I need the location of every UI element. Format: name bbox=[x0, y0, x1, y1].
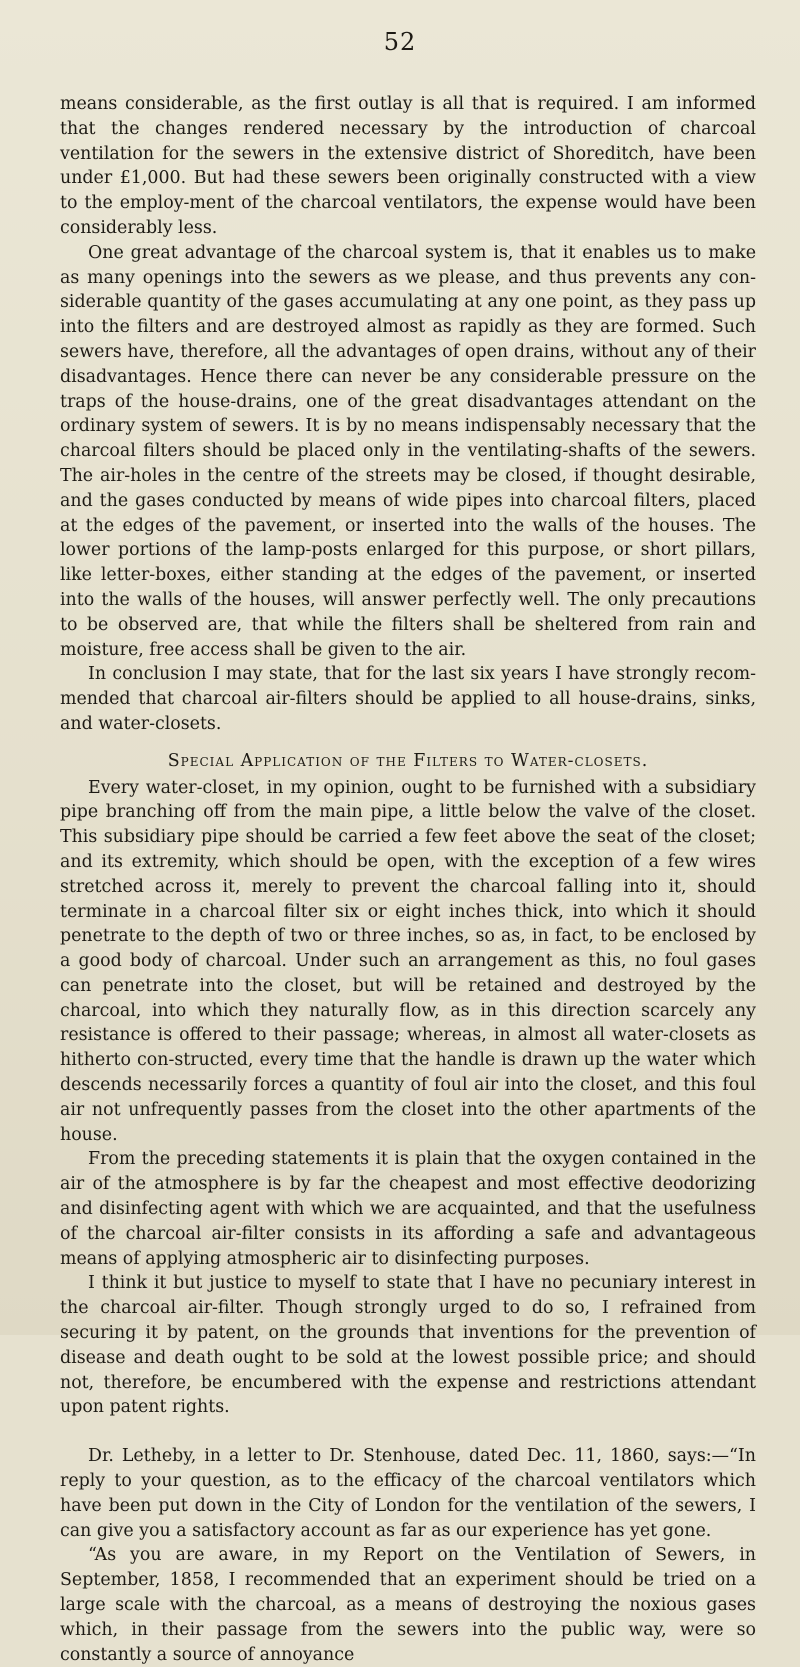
paragraph: Dr. Letheby, in a letter to Dr. Stenhouse, dated Dec. 11, 1860, says:—“In reply to your question, as to the efficacy of the charcoal ventilators which have been put down in the City of London for the ventilation of the sewers, I can give you a satisfactory account as far as our experience has yet gone. bbox=[60, 1446, 756, 1541]
paragraph: From the preceding statements it is plain that the oxygen contained in the air of the atmosphere is by far the cheapest and most effective deodorizing and disinfecting agent with which we are acquainted, and that the usefulness of the charcoal air-filter consists in its affording a safe and advantageous means of applying atmospheric air to disinfecting purposes. bbox=[60, 1149, 756, 1269]
paragraph: In conclusion I may state, that for the last six years I have strongly recom-mended that charcoal air-filters should be applied to all house-drains, sinks, and water-closets. bbox=[60, 664, 756, 734]
paragraph: means considerable, as the first outlay is all that is required. I am informed that the changes rendered necessary by the introduction of charcoal ventilation for the sewers in the extensive district of Shoreditch, have been under £1,000. But had these sewers been originally constructed with a view to the employ-ment of the charcoal ventilators, the expense would have been considerably less. bbox=[60, 94, 756, 238]
section-heading: Special Application of the Filters to Water-closets. bbox=[167, 750, 649, 771]
page-number: 52 bbox=[383, 28, 417, 56]
paragraph: Every water-closet, in my opinion, ought to be furnished with a subsidiary pipe branching off from the main pipe, a little below the valve of the closet. This subsidiary pipe should be carried a few feet above the seat of the closet; and its extremity, which should be open, with the exception of a few wires stretched across it, merely to prevent the charcoal falling into it, should terminate in a charcoal filter six or eight inches thick, into which it should penetrate to the depth of two or three inches, so as, in fact, to be enclosed by a good body of charcoal. Under such an arrangement as this, no foul gases can penetrate into the closet, but will be retained and destroyed by the charcoal, into which they naturally flow, as in this direction scarcely any resistance is offered to their passage; whereas, in almost all water-closets as hitherto con-structed, every time that the handle is drawn up the water which descends necessarily forces a quantity of foul air into the closet, and this foul air not unfrequently passes from the closet into the other apartments of the house. bbox=[60, 777, 756, 1145]
paragraph: One great advantage of the charcoal system is, that it enables us to make as many openings into the sewers as we please, and thus prevents any con-siderable quantity of the gases accumulating at any one point, as they pass up into the filters and are destroyed almost as rapidly as they are formed. Such sewers have, therefore, all the advantages of open drains, without any of their disadvantages. Hence there can never be any considerable pressure on the traps of the house-drains, one of the great disadvantages attendant on the ordinary system of sewers. It is by no means indispensably necessary that the charcoal filters should be placed only in the ventilating-shafts of the sewers. The air-holes in the centre of the streets may be closed, if thought desirable, and the gases conducted by means of wide pipes into charcoal filters, placed at the edges of the pavement, or inserted into the walls of the houses. The lower portions of the lamp-posts enlarged for this purpose, or short pillars, like letter-boxes, either standing at the edges of the pavement, or inserted into the walls of the houses, will answer perfectly well. The only precautions to be observed are, that while the filters shall be sheltered from rain and moisture, free access shall be given to the air. bbox=[60, 242, 756, 660]
paragraph: “As you are aware, in my Report on the Ventilation of Sewers, in September, 1858, I recommended that an experiment should be tried on a large scale with the charcoal, as a means of destroying the noxious gases which, in their passage from the sewers into the public way, were so constantly a source of annoyance bbox=[60, 1545, 756, 1665]
page-body bbox=[60, 92, 756, 1667]
paragraph: I think it but justice to myself to state that I have no pecuniary interest in the charcoal air-filter. Though strongly urged to do so, I refrained from securing it by patent, on the grounds that inventions for the prevention of disease and death ought to be sold at the lowest possible price; and should not, therefore, be encumbered with the expense and restrictions attendant upon patent rights. bbox=[60, 1273, 756, 1418]
